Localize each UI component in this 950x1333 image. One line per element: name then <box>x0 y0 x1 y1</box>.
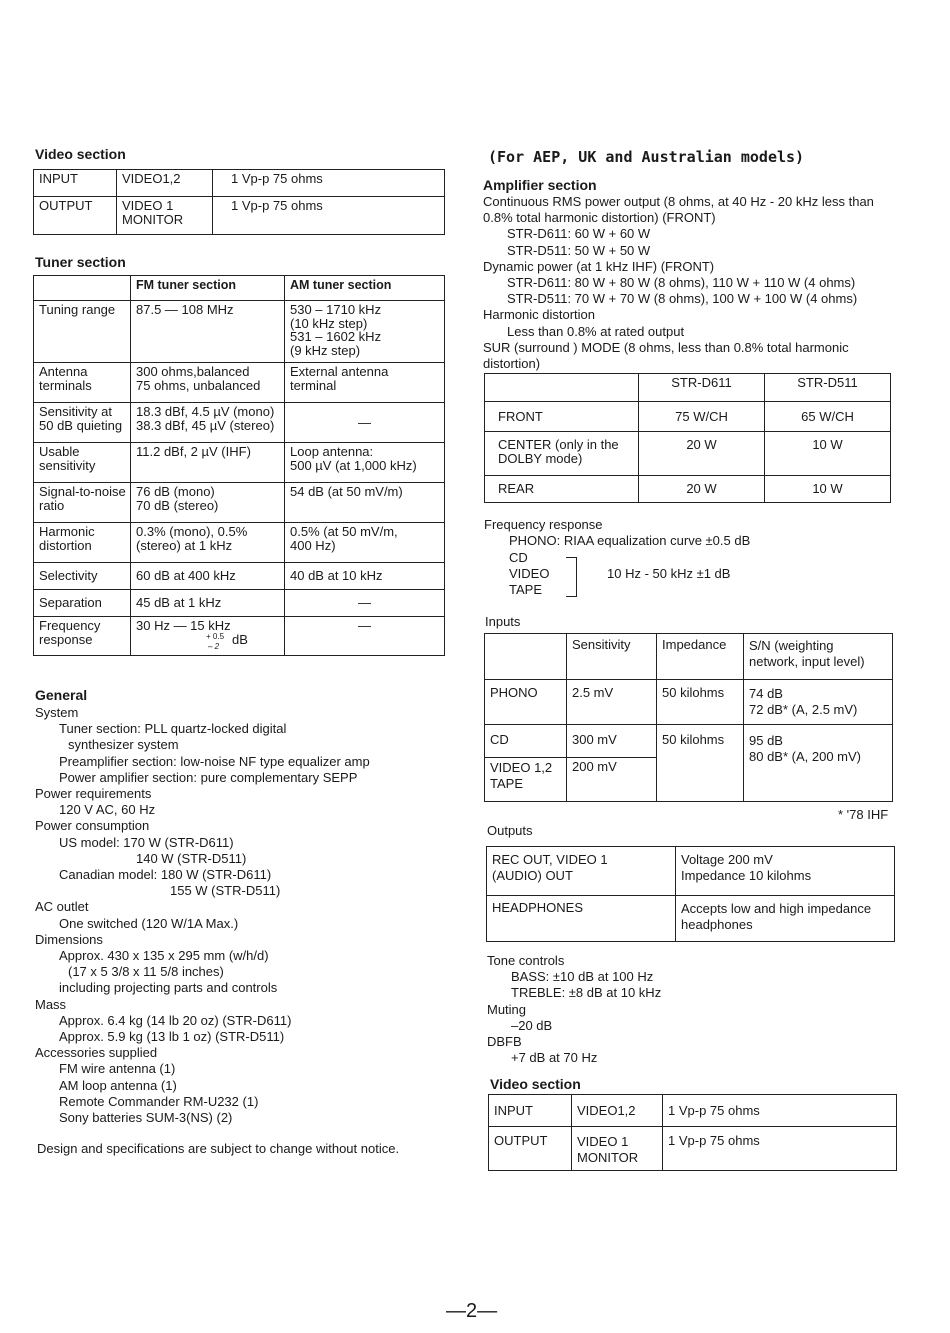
inputs-row-label: CD <box>485 725 567 758</box>
inputs-head-sensitivity: Sensitivity <box>567 634 657 680</box>
freq-line-value: 10 Hz - 50 kHz ±1 dB <box>607 566 731 581</box>
tuner-row-label: Signal-to-noise ratio <box>34 483 131 523</box>
tuner-fm-value: 18.3 dBf, 4.5 µV (mono) 38.3 dBf, 45 µV (stereo) <box>131 403 285 443</box>
tuner-section-title: Tuner section <box>35 254 126 270</box>
spec-line: Dimensions <box>35 931 103 947</box>
spec-line: Approx. 430 x 135 x 295 mm (w/h/d) <box>59 948 269 964</box>
spec-line: STR-D611: 80 W + 80 W (8 ohms), 110 W + 110 W (4 ohms) <box>507 275 856 291</box>
outputs-row-value: Voltage 200 mV Impedance 10 kilohms <box>676 847 895 896</box>
spec-line: Tone controls <box>487 953 565 968</box>
tuner-fm-value: 0.3% (mono), 0.5% (stereo) at 1 kHz <box>131 523 285 563</box>
table-row <box>34 590 445 617</box>
spec-line: AC outlet <box>35 899 89 915</box>
tuner-row-label: Harmonic distortion <box>34 523 131 563</box>
spec-line: Canadian model: 180 W (STR-D611) <box>59 867 272 883</box>
page-number: —2— <box>446 1300 498 1322</box>
spec-line: US model: 170 W (STR-D611) <box>59 834 234 850</box>
surround-d511-value: 10 W <box>765 476 891 503</box>
table-row <box>487 847 895 896</box>
surround-d611-value: 20 W <box>639 476 765 503</box>
video-input-type: VIDEO1,2 <box>117 170 213 197</box>
surround-row-label: REAR <box>485 476 639 503</box>
spec-line: STR-D511: 50 W + 50 W <box>507 242 651 258</box>
spec-line: distortion) <box>483 356 541 372</box>
spec-line: FM wire antenna (1) <box>59 1061 176 1077</box>
inputs-sn: 95 dB 80 dB* (A, 200 mV) <box>744 725 893 802</box>
table-row <box>485 374 891 402</box>
change-notice: Design and specifications are subject to change without notice. <box>37 1141 400 1156</box>
surround-table <box>484 373 891 503</box>
video-section-title-left: Video section <box>35 146 126 162</box>
surround-head-d611: STR-D611 <box>639 374 765 402</box>
spec-line: STR-D611: 60 W + 60 W <box>507 226 651 242</box>
spec-line: Approx. 6.4 kg (14 lb 20 oz) (STR-D611) <box>59 1012 292 1028</box>
general-section-title: General <box>35 687 88 703</box>
phono-response: PHONO: RIAA equalization curve ±0.5 dB <box>509 533 751 548</box>
surround-row-label: FRONT <box>485 402 639 432</box>
surround-d611-value: 20 W <box>639 432 765 476</box>
tuner-fm-value: 87.5 — 108 MHz <box>131 301 285 363</box>
freq-tol-plus: + 0.5 <box>206 632 225 641</box>
inputs-sensitivity: 200 mV <box>567 758 657 802</box>
video-output-label: OUTPUT <box>489 1127 572 1171</box>
tuner-fm-value: 60 dB at 400 kHz <box>131 563 285 590</box>
outputs-row-label: HEADPHONES <box>487 896 676 942</box>
freq-source-video: VIDEO <box>509 566 550 581</box>
outputs-row-value: Accepts low and high impedance headphones <box>676 896 895 942</box>
tuner-row-label: Sensitivity at 50 dB quieting <box>34 403 131 443</box>
table-row <box>34 443 445 483</box>
video-output-value: 1 Vp-p 75 ohms <box>663 1127 897 1171</box>
table-row <box>34 363 445 403</box>
freq-tolerance <box>136 633 279 649</box>
tuner-fm-value: 300 ohms,balanced 75 ohms, unbalanced <box>131 363 285 403</box>
tuner-fm-value: 76 dB (mono) 70 dB (stereo) <box>131 483 285 523</box>
inputs-corner <box>485 634 567 680</box>
frequency-response-title: Frequency response <box>484 517 603 532</box>
tuner-fm-value: 30 Hz — 15 kHz <box>136 618 231 633</box>
tuner-am-value: — <box>285 617 445 656</box>
spec-line: Power requirements <box>35 786 152 802</box>
spec-line: Mass <box>35 996 67 1012</box>
surround-head-d511: STR-D511 <box>765 374 891 402</box>
tuner-am-value: — <box>285 590 445 617</box>
video-output-label: OUTPUT <box>34 197 117 235</box>
outputs-title: Outputs <box>487 823 533 838</box>
tuner-am-value: 0.5% (at 50 mV/m, 400 Hz) <box>285 523 445 563</box>
video-input-label: INPUT <box>489 1095 572 1127</box>
table-row <box>34 483 445 523</box>
video-output-value: 1 Vp-p 75 ohms <box>213 197 445 235</box>
tone-spec-list <box>487 953 661 1066</box>
tuner-row-label: Selectivity <box>34 563 131 590</box>
spec-line: Sony batteries SUM-3(NS) (2) <box>59 1110 233 1126</box>
tuner-am-value: External antenna terminal <box>285 363 445 403</box>
video-table-right <box>488 1094 897 1171</box>
table-row <box>489 1095 897 1127</box>
surround-row-label: CENTER (only in the DOLBY mode) <box>485 432 639 476</box>
table-row <box>485 680 893 725</box>
spec-line: –20 dB <box>511 1017 553 1033</box>
spec-line: Muting <box>487 1001 527 1017</box>
inputs-sensitivity: 300 mV <box>567 725 657 758</box>
table-row <box>485 476 891 503</box>
inputs-head-sn: S/N (weighting network, input level) <box>744 634 893 680</box>
amplifier-spec-list <box>483 194 874 372</box>
video-input-type: VIDEO1,2 <box>572 1095 663 1127</box>
spec-line: AM loop antenna (1) <box>59 1077 177 1093</box>
spec-line: TREBLE: ±8 dB at 10 kHz <box>511 985 662 1001</box>
video-input-label: INPUT <box>34 170 117 197</box>
inputs-table <box>484 633 893 802</box>
spec-line: 155 W (STR-D511) <box>170 883 281 899</box>
surround-d511-value: 65 W/CH <box>765 402 891 432</box>
surround-d611-value: 75 W/CH <box>639 402 765 432</box>
table-row <box>34 617 445 656</box>
inputs-sensitivity: 2.5 mV <box>567 680 657 725</box>
tuner-table <box>33 275 445 656</box>
table-row <box>489 1127 897 1171</box>
am-header: AM tuner section <box>285 276 445 301</box>
ihf-footnote: * '78 IHF <box>838 807 889 822</box>
spec-line: Continuous RMS power output (8 ohms, at 40 Hz - 20 kHz less than <box>483 194 874 209</box>
bracket-icon <box>566 557 577 597</box>
tuner-am-value: 54 dB (at 50 mV/m) <box>285 483 445 523</box>
spec-line: SUR (surround ) MODE (8 ohms, less than 0.8% total harmonic <box>483 339 849 355</box>
surround-d511-value: 10 W <box>765 432 891 476</box>
spec-line: Remote Commander RM-U232 (1) <box>59 1093 259 1109</box>
tuner-row-label: Antenna terminals <box>34 363 131 403</box>
spec-line: BASS: ±10 dB at 100 Hz <box>511 969 654 985</box>
spec-line: Less than 0.8% at rated output <box>507 323 685 339</box>
spec-line: 0.8% total harmonic distortion) (FRONT) <box>483 210 716 226</box>
tuner-row-label: Tuning range <box>34 301 131 363</box>
general-spec-list <box>35 705 370 1126</box>
table-row <box>34 170 445 197</box>
table-row <box>485 634 893 680</box>
inputs-row-label: VIDEO 1,2 TAPE <box>485 758 567 802</box>
spec-line: 140 W (STR-D511) <box>136 850 247 866</box>
tuner-am-value: 530 – 1710 kHz (10 kHz step) 531 – 1602 kHz (9 kHz step) <box>285 301 445 363</box>
spec-line: synthesizer system <box>68 737 179 753</box>
inputs-row-label: PHONO <box>485 680 567 725</box>
table-row <box>34 301 445 363</box>
tuner-fm-cell <box>131 617 285 656</box>
models-heading: (For AEP, UK and Australian models) <box>488 148 805 166</box>
table-row <box>485 402 891 432</box>
table-row <box>34 403 445 443</box>
tuner-row-label: Frequency response <box>34 617 131 656</box>
tuner-fm-value: 45 dB at 1 kHz <box>131 590 285 617</box>
tuner-corner <box>34 276 131 301</box>
tuner-am-value: Loop antenna: 500 µV (at 1,000 kHz) <box>285 443 445 483</box>
video-input-value: 1 Vp-p 75 ohms <box>663 1095 897 1127</box>
tuner-am-value: — <box>285 403 445 443</box>
amplifier-section-title: Amplifier section <box>483 177 597 193</box>
freq-source-tape: TAPE <box>509 582 542 597</box>
spec-line: Power consumption <box>35 818 150 834</box>
spec-line: (17 x 5 3/8 x 11 5/8 inches) <box>68 964 224 980</box>
table-row <box>485 725 893 758</box>
outputs-row-label: REC OUT, VIDEO 1 (AUDIO) OUT <box>487 847 676 896</box>
surround-corner <box>485 374 639 402</box>
spec-line: Dynamic power (at 1 kHz IHF) (FRONT) <box>483 258 715 274</box>
spec-line: +7 dB at 70 Hz <box>511 1050 598 1066</box>
spec-line: Approx. 5.9 kg (13 lb 1 oz) (STR-D511) <box>59 1029 285 1045</box>
freq-source-cd: CD <box>509 550 528 565</box>
inputs-impedance: 50 kilohms <box>657 680 744 725</box>
spec-line: Power amplifier section: pure complementary SEPP <box>59 769 358 785</box>
video-output-type: VIDEO 1 MONITOR <box>572 1127 663 1171</box>
freq-tol-unit: dB <box>232 632 248 647</box>
video-output-type: VIDEO 1 MONITOR <box>117 197 213 235</box>
spec-line: STR-D511: 70 W + 70 W (8 ohms), 100 W + 100 W (4 ohms) <box>507 291 858 307</box>
table-row <box>485 432 891 476</box>
tuner-am-value: 40 dB at 10 kHz <box>285 563 445 590</box>
outputs-table <box>486 846 895 942</box>
spec-line: Accessories supplied <box>35 1045 158 1061</box>
table-row <box>487 896 895 942</box>
spec-line: 120 V AC, 60 Hz <box>59 802 156 818</box>
tuner-row-label: Usable sensitivity <box>34 443 131 483</box>
spec-line: DBFB <box>487 1034 522 1050</box>
table-row <box>34 276 445 301</box>
tuner-row-label: Separation <box>34 590 131 617</box>
tuner-fm-value: 11.2 dBf, 2 µV (IHF) <box>131 443 285 483</box>
freq-tol-minus: – 2 <box>208 642 220 651</box>
table-row <box>34 197 445 235</box>
video-table-left <box>33 169 445 235</box>
video-input-value: 1 Vp-p 75 ohms <box>213 170 445 197</box>
inputs-head-impedance: Impedance <box>657 634 744 680</box>
inputs-sn: 74 dB 72 dB* (A, 2.5 mV) <box>744 680 893 725</box>
spec-line: Harmonic distortion <box>483 307 595 323</box>
spec-line: including projecting parts and controls <box>59 980 278 996</box>
spec-line: System <box>35 705 79 720</box>
table-row <box>34 523 445 563</box>
fm-header: FM tuner section <box>131 276 285 301</box>
spec-line: Tuner section: PLL quartz-locked digital <box>59 721 287 737</box>
spec-line: Preamplifier section: low-noise NF type equalizer amp <box>59 753 370 769</box>
inputs-title: Inputs <box>485 614 521 629</box>
table-row <box>34 563 445 590</box>
inputs-impedance: 50 kilohms <box>657 725 744 802</box>
video-section-title-right: Video section <box>490 1076 581 1092</box>
spec-line: One switched (120 W/1A Max.) <box>59 915 239 931</box>
